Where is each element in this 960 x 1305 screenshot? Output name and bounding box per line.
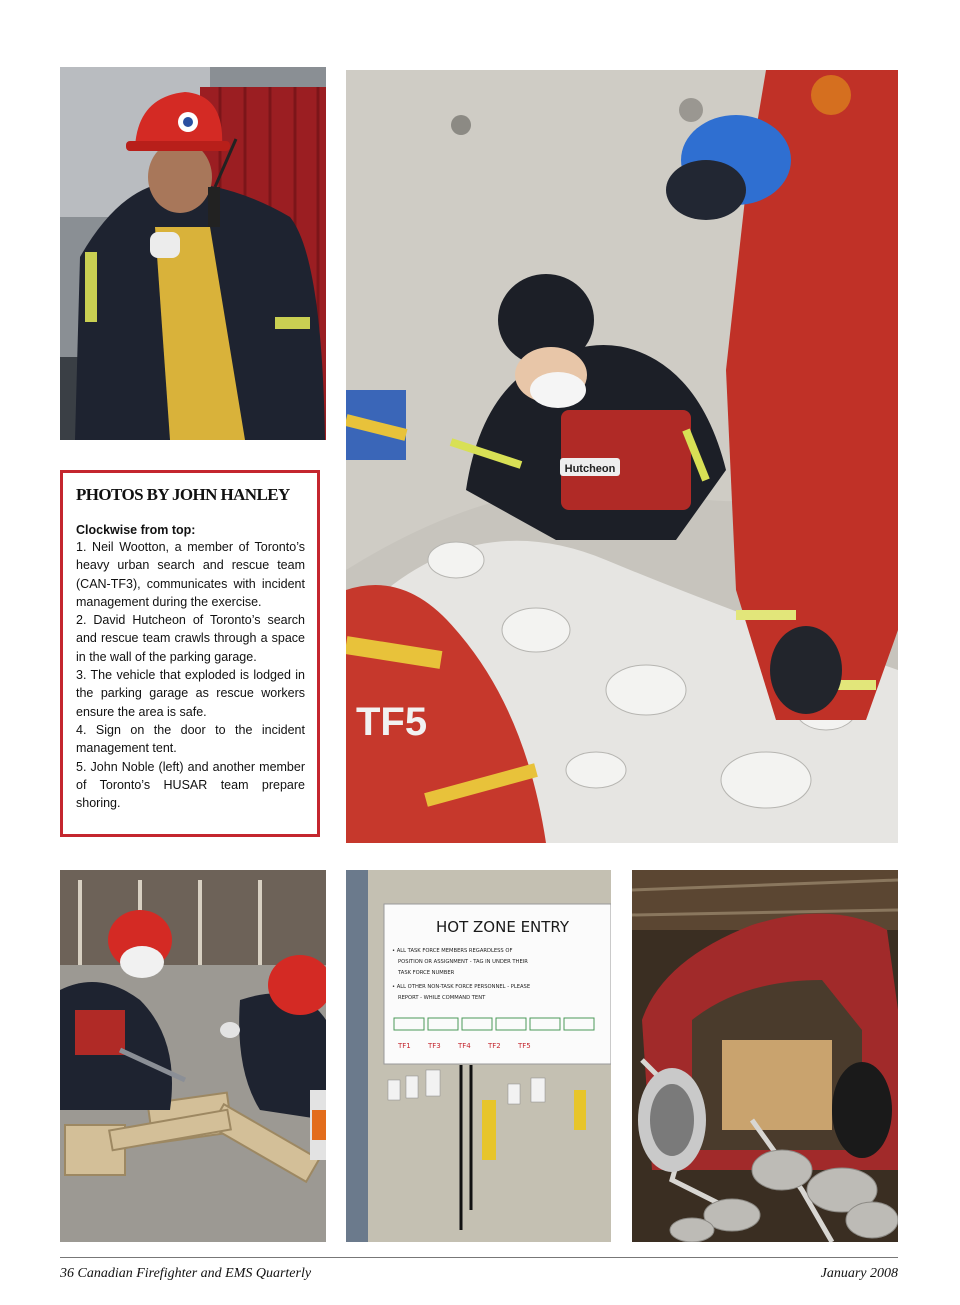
name-tag-text: Hutcheon: [564, 463, 616, 475]
sign-tag-2: TF3: [428, 1042, 441, 1050]
caption-3: 3. The vehicle that exploded is lodged in the parking garage as rescue workers ensure the area is safe.: [76, 668, 305, 719]
photo-shoring-prep: [60, 870, 326, 1242]
photo-firefighter-radio: [60, 67, 326, 440]
sign-line-1: • ALL TASK FORCE MEMBERS REGARDLESS OF: [392, 948, 513, 954]
photo-credit-title: PHOTOS BY JOHN HANLEY: [76, 485, 290, 504]
footer-rule: [60, 1257, 898, 1258]
caption-4: 4. Sign on the door to the incident management tent.: [76, 722, 305, 756]
footer-issue-date: January 2008: [820, 1266, 898, 1281]
sign-line-4: • ALL OTHER NON-TASK FORCE PERSONNEL - PLEASE: [392, 984, 531, 990]
sign-tag-3: TF4: [458, 1042, 471, 1050]
sign-tag-1: TF1: [398, 1042, 411, 1050]
caption-5: 5. John Noble (left) and another member of Toronto’s HUSAR team prepare shoring.: [76, 759, 305, 811]
caption-heading: Clockwise from top:: [76, 523, 196, 537]
sleeve-text: TF5: [356, 700, 428, 744]
caption-2: 2. David Hutcheon of Toronto’s search and rescue team crawls through a space in the wall of the parking garage.: [76, 613, 305, 664]
sign-line-5: REPORT - WHILE COMMAND TENT: [398, 995, 486, 1001]
sign-tag-5: TF5: [518, 1042, 531, 1050]
sign-title: HOT ZONE ENTRY: [436, 918, 570, 936]
sign-line-2: POSITION OR ASSIGNMENT - TAG IN UNDER THEIR: [398, 959, 528, 965]
footer-page-and-publication: 36 Canadian Firefighter and EMS Quarterly: [60, 1266, 312, 1281]
photo-rescuer-crawling: [346, 70, 898, 843]
photo-credit-box: [60, 470, 320, 837]
sign-tag-4: TF2: [488, 1042, 501, 1050]
photo-hot-zone-sign: [346, 870, 611, 1242]
caption-1: 1. Neil Wootton, a member of Toronto’s heavy urban search and rescue team (CAN-TF3), communicates with incident management during the exercise.: [76, 540, 305, 609]
photo-vehicle-in-garage: [632, 870, 898, 1242]
sign-line-3: TASK FORCE NUMBER: [398, 970, 455, 976]
